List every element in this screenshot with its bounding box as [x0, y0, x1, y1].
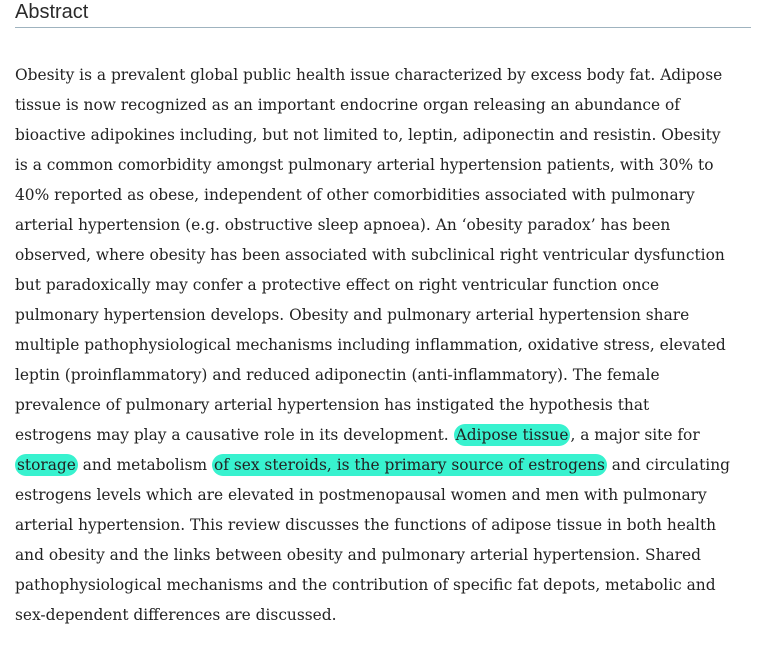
text-line: estrogens levels which are elevated in postmenopausal women and men with pulmonary: [15, 486, 707, 504]
text-line: and obesity and the links between obesity and pulmonary arterial hypertension. Shared: [15, 546, 701, 564]
section-heading: Abstract: [15, 0, 751, 28]
highlighted-text[interactable]: Adipose tissue: [455, 426, 569, 444]
text-line: 40% reported as obese, independent of other comorbidities associated with pulmonary: [15, 186, 695, 204]
text-line: observed, where obesity has been associated with subclinical right ventricular dysfunction: [15, 246, 725, 264]
text-line: tissue is now recognized as an important endocrine organ releasing an abundance of: [15, 96, 680, 114]
text-line: sex-dependent differences are discussed.: [15, 606, 337, 624]
text-line: leptin (proinflammatory) and reduced adiponectin (anti-inflammatory). The female: [15, 366, 660, 384]
text-line: but paradoxically may confer a protective effect on right ventricular function once: [15, 276, 660, 294]
highlighted-text[interactable]: storage: [17, 456, 76, 474]
text-line: bioactive adipokines including, but not limited to, leptin, adiponectin and resistin. Obesity: [15, 126, 721, 144]
text-line: multiple pathophysiological mechanisms including inflammation, oxidative stress, elevated: [15, 336, 726, 354]
text-line: is a common comorbidity amongst pulmonary arterial hypertension patients, with 30% to: [15, 156, 714, 174]
text-line: pathophysiological mechanisms and the contribution of specific fat depots, metabolic and: [15, 576, 716, 594]
text-line: storage and metabolism of sex steroids, is the primary source of estrogens and circulating: [17, 456, 730, 474]
text-line: arterial hypertension. This review discusses the functions of adipose tissue in both health: [15, 516, 717, 534]
text-line: Obesity is a prevalent global public health issue characterized by excess body fat. Adipose: [15, 66, 723, 84]
text-line: estrogens may play a causative role in its development. Adipose tissue , a major site for: [15, 426, 700, 444]
abstract-paragraph: [15, 60, 755, 630]
text-line: pulmonary hypertension develops. Obesity and pulmonary arterial hypertension share: [15, 306, 690, 324]
text-line: prevalence of pulmonary arterial hypertension has instigated the hypothesis that: [15, 396, 650, 414]
text-line: arterial hypertension (e.g. obstructive sleep apnoea). An ‘obesity paradox’ has been: [15, 216, 671, 234]
highlighted-text[interactable]: of sex steroids, is the primary source of estrogens: [213, 456, 605, 474]
